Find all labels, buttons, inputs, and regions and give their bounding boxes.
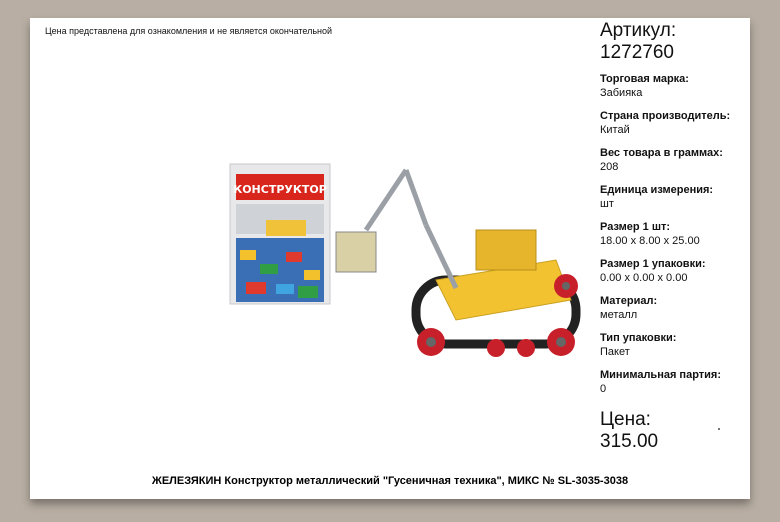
spec-value: Забияка — [600, 87, 643, 99]
spec-min-order — [600, 368, 750, 397]
article-label: Артикул: — [600, 20, 677, 41]
spec-item-size — [600, 220, 750, 249]
spec-label: Размер 1 упаковки: — [600, 258, 706, 270]
spec-value: 0 — [600, 383, 607, 395]
spec-value: 0.00 x 0.00 x 0.00 — [600, 272, 688, 284]
price-label: Цена: — [600, 409, 651, 430]
spec-value: Пакет — [600, 346, 630, 358]
price-disclaimer: Цена представлена для ознакомления и не является окончательной — [45, 26, 333, 36]
spec-value: Китай — [600, 124, 630, 136]
price-value: 315.00 — [600, 431, 659, 452]
spec-country — [600, 109, 750, 138]
spec-value: шт — [600, 198, 614, 210]
product-image — [226, 160, 606, 400]
spec-value: 208 — [600, 161, 619, 173]
spec-label: Вес товара в граммах: — [600, 147, 723, 159]
decorative-dot — [718, 428, 720, 430]
tracked-vehicle — [336, 170, 578, 357]
spec-label: Единица измерения: — [600, 184, 714, 196]
spec-label: Торговая марка: — [600, 73, 689, 85]
spec-unit — [600, 183, 750, 212]
spec-package-type — [600, 331, 750, 360]
spec-label: Страна производитель: — [600, 110, 731, 122]
spec-label: Минимальная партия: — [600, 369, 721, 381]
article-value: 1272760 — [600, 42, 674, 63]
price-block — [600, 409, 750, 453]
package-illustration — [230, 164, 330, 304]
spec-weight — [600, 146, 750, 175]
product-card — [30, 18, 750, 499]
spec-value: металл — [600, 309, 638, 321]
spec-label: Материал: — [600, 295, 658, 307]
spec-material — [600, 294, 750, 323]
spec-package-size — [600, 257, 750, 286]
spec-value: 18.00 x 8.00 x 25.00 — [600, 235, 700, 247]
spec-panel — [600, 20, 750, 453]
spec-label: Размер 1 шт: — [600, 221, 671, 233]
package-label: КОНСТРУКТОР — [233, 183, 327, 196]
spec-label: Тип упаковки: — [600, 332, 677, 344]
spec-brand — [600, 72, 750, 101]
product-title: ЖЕЛЕЗЯКИН Конструктор металлический "Гусеничная техника", МИКС № SL-3035-3038 — [151, 475, 629, 487]
